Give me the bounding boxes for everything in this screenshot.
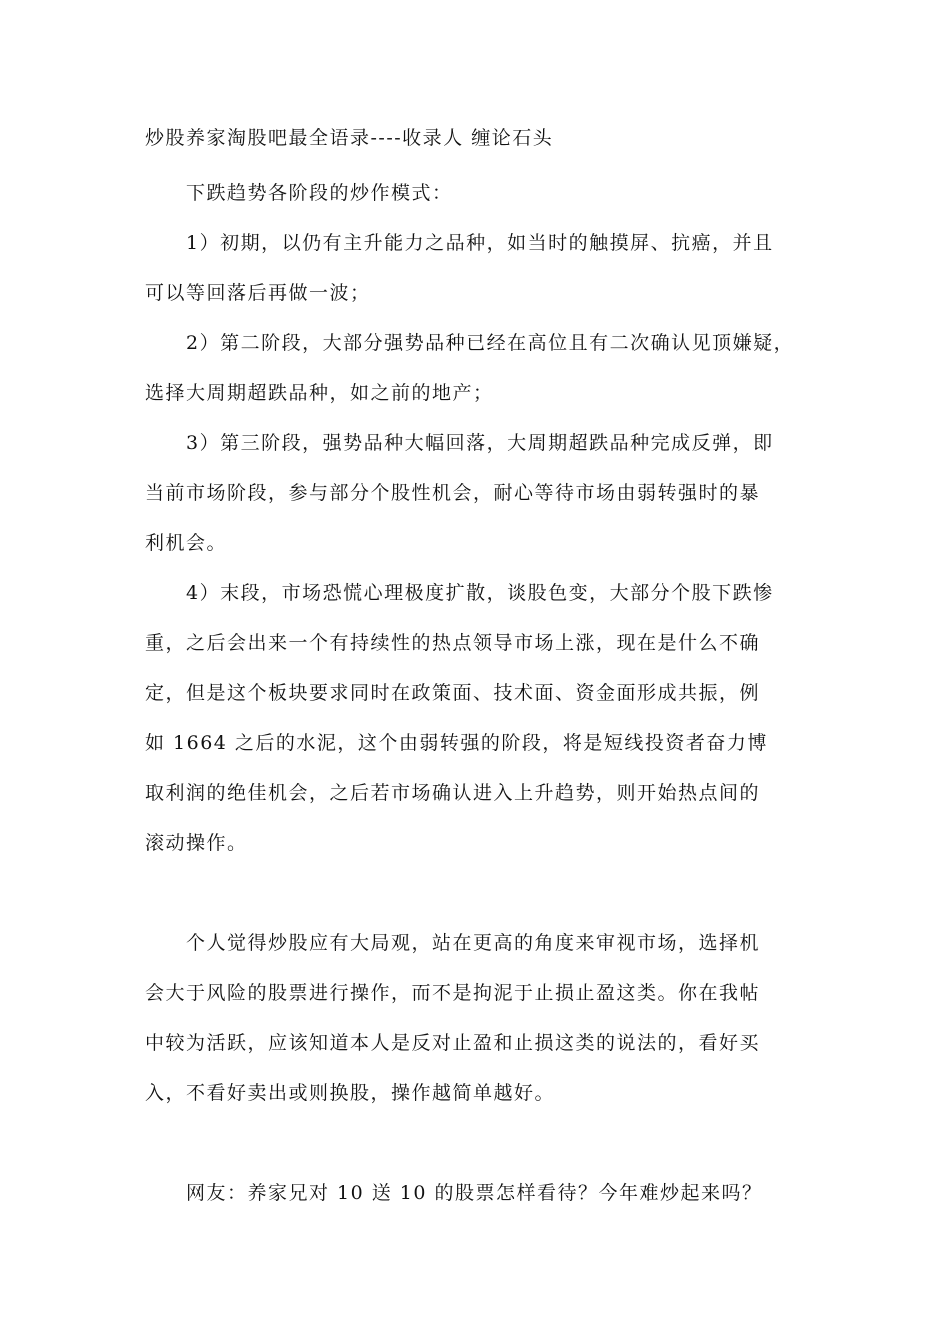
paragraph-stage-4-line-3: 定，但是这个板块要求同时在政策面、技术面、资金面形成共振，例	[145, 682, 761, 704]
paragraph-stage-4-line-4: 如 1664 之后的水泥，这个由弱转强的阶段，将是短线投资者奋力博	[145, 732, 768, 754]
paragraph-stage-4-line-1: 4）末段，市场恐慌心理极度扩散，谈股色变，大部分个股下跌惨	[145, 582, 774, 604]
document-title: 炒股养家淘股吧最全语录----收录人 缠论石头	[145, 127, 554, 149]
paragraph-stage-3-line-1: 3）第三阶段，强势品种大幅回落，大周期超跌品种完成反弹，即	[145, 432, 774, 454]
paragraph-opinion-line-1: 个人觉得炒股应有大局观，站在更高的角度来审视市场，选择机	[145, 932, 761, 954]
paragraph-opinion-line-3: 中较为活跃，应该知道本人是反对止盈和止损这类的说法的，看好买	[145, 1032, 761, 1054]
document-body	[145, 118, 813, 1218]
paragraph-opinion-line-4: 入，不看好卖出或则换股，操作越简单越好。	[145, 1082, 556, 1104]
paragraph-question-line-1: 网友：养家兄对 10 送 10 的股票怎样看待？今年难炒起来吗？	[145, 1182, 763, 1204]
paragraph-spacer	[145, 1118, 813, 1168]
paragraph-stage-2-line-1: 2）第二阶段，大部分强势品种已经在高位且有二次确认见顶嫌疑，	[145, 332, 795, 354]
paragraph-stage-3-line-3: 利机会。	[145, 532, 228, 554]
paragraph-stage-4-line-5: 取利润的绝佳机会，之后若市场确认进入上升趋势，则开始热点间的	[145, 782, 761, 804]
paragraph-opinion-line-2: 会大于风险的股票进行操作，而不是拘泥于止损止盈这类。你在我帖	[145, 982, 761, 1004]
paragraph-stage-1-line-1: 1）初期，以仍有主升能力之品种，如当时的触摸屏、抗癌，并且	[145, 232, 774, 254]
paragraph-spacer	[145, 868, 813, 918]
paragraph-stage-1-line-2: 可以等回落后再做一波；	[145, 282, 371, 304]
paragraph-stage-3-line-2: 当前市场阶段，参与部分个股性机会，耐心等待市场由弱转强时的暴	[145, 482, 761, 504]
paragraph-intro-line-1: 下跌趋势各阶段的炒作模式：	[145, 182, 453, 204]
paragraph-stage-2-line-2: 选择大周期超跌品种，如之前的地产；	[145, 382, 494, 404]
paragraph-stage-4-line-2: 重，之后会出来一个有持续性的热点领导市场上涨，现在是什么不确	[145, 632, 761, 654]
paragraph-stage-4-line-6: 滚动操作。	[145, 832, 248, 854]
